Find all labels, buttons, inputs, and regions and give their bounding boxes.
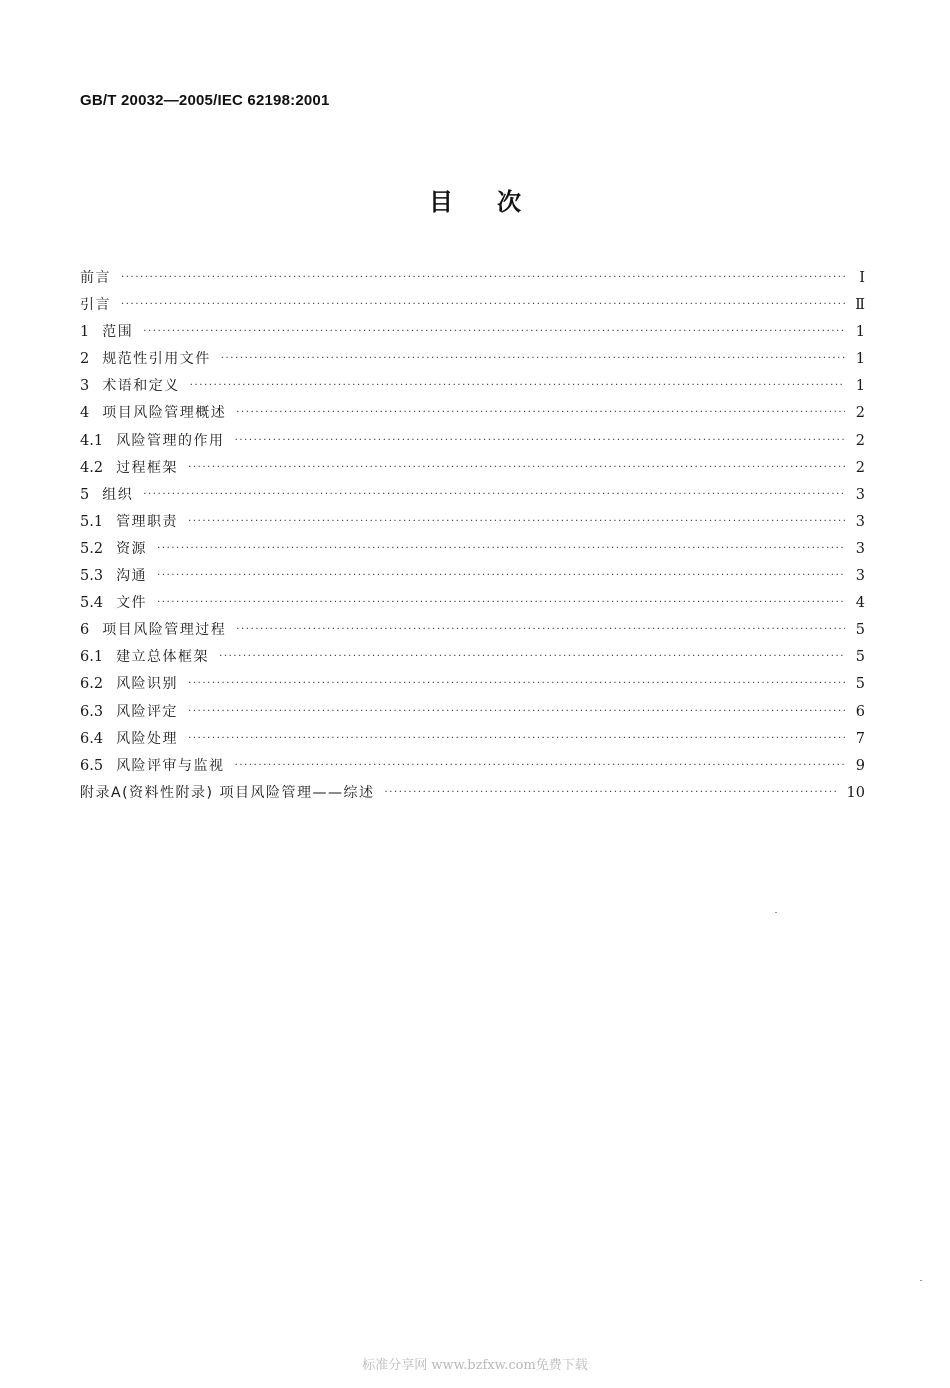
toc-entry[interactable] [80, 482, 865, 509]
toc-entry-title: 项目风险管理概述 [102, 405, 227, 422]
table-of-contents [80, 265, 865, 807]
toc-entry[interactable] [80, 753, 865, 780]
toc-entry-number: 1 [80, 324, 90, 341]
toc-entry[interactable] [80, 400, 865, 427]
toc-entry-title: 术语和定义 [102, 378, 180, 395]
toc-entry-page: 1 [855, 351, 865, 368]
toc-entry-page: 2 [855, 405, 865, 422]
toc-entry[interactable] [80, 292, 865, 319]
toc-entry-title: 附录A(资料性附录) 项目风险管理——综述 [80, 784, 375, 801]
toc-entry-title: 管理职责 [116, 513, 179, 530]
toc-entry[interactable] [80, 726, 865, 753]
toc-entry[interactable] [80, 428, 865, 455]
toc-leader-dots [236, 616, 845, 643]
toc-entry-number: 6.3 [80, 703, 104, 720]
scan-speck [920, 1280, 922, 1281]
toc-entry-page: 1 [855, 324, 865, 341]
toc-entry-page: 3 [855, 568, 865, 585]
toc-leader-dots [188, 508, 845, 535]
toc-entry-page: 3 [855, 486, 865, 503]
toc-entry[interactable] [80, 617, 865, 644]
toc-entry-title: 文件 [116, 595, 148, 612]
toc-leader-dots [188, 454, 845, 481]
toc-entry-page: 2 [855, 432, 865, 449]
toc-entry-page: 5 [855, 676, 865, 693]
toc-entry-page: 9 [855, 757, 865, 774]
toc-entry-title: 风险管理的作用 [116, 432, 225, 449]
toc-leader-dots [121, 264, 845, 291]
toc-entry[interactable] [80, 346, 865, 373]
toc-leader-dots [235, 752, 845, 779]
toc-leader-dots [219, 643, 845, 670]
toc-leader-dots [121, 291, 845, 318]
toc-entry[interactable] [80, 590, 865, 617]
toc-entry-title: 前言 [80, 270, 111, 286]
toc-entry-title: 风险识别 [116, 676, 179, 693]
toc-leader-dots [221, 345, 845, 372]
toc-entry[interactable] [80, 265, 865, 292]
toc-entry-page: 5 [855, 622, 865, 639]
toc-entry-number: 6 [80, 622, 90, 639]
toc-entry-title: 建立总体框架 [116, 649, 210, 666]
toc-entry-number: 5.3 [80, 568, 104, 585]
toc-entry[interactable] [80, 563, 865, 590]
toc-leader-dots [188, 698, 845, 725]
toc-entry-number: 3 [80, 378, 90, 395]
toc-entry-title: 过程框架 [116, 459, 179, 476]
toc-leader-dots [143, 481, 845, 508]
toc-entry-page: 1 [855, 378, 865, 395]
toc-entry-title: 风险评定 [116, 703, 179, 720]
toc-entry-page: 3 [855, 540, 865, 557]
watermark: 标准分享网 www.bzfxw.com免费下载 [362, 1358, 588, 1373]
toc-entry[interactable] [80, 373, 865, 400]
toc-entry-number: 4 [80, 405, 90, 422]
standard-code: GB/T 20032—2005/IEC 62198:2001 [80, 92, 330, 109]
toc-entry-page: 7 [855, 730, 865, 747]
toc-entry-page: 6 [855, 703, 865, 720]
toc-entry-title: 项目风险管理过程 [102, 622, 227, 639]
toc-entry-number: 6.5 [80, 757, 104, 774]
toc-entry-title: 风险评审与监视 [116, 757, 225, 774]
toc-entry-title: 组织 [102, 486, 134, 503]
toc-entry-page: 10 [846, 784, 865, 801]
toc-entry-title: 引言 [80, 297, 111, 314]
toc-entry-number: 5 [80, 486, 90, 503]
toc-entry[interactable] [80, 455, 865, 482]
toc-leader-dots [188, 725, 845, 752]
toc-entry-page: Ⅱ [855, 297, 865, 314]
toc-leader-dots [157, 589, 845, 616]
toc-leader-dots [188, 670, 845, 697]
toc-entry-number: 5.4 [80, 595, 104, 612]
toc-leader-dots [235, 427, 845, 454]
scan-speck [775, 912, 777, 913]
toc-entry-page: I [859, 270, 865, 286]
toc-entry-title: 风险处理 [116, 730, 179, 747]
toc-leader-dots [157, 535, 845, 562]
toc-entry-title: 范围 [102, 324, 134, 341]
toc-entry-number: 5.2 [80, 540, 104, 557]
toc-entry-number: 6.1 [80, 649, 104, 666]
toc-leader-dots [236, 399, 845, 426]
toc-entry[interactable] [80, 671, 865, 698]
toc-entry-title: 沟通 [116, 568, 148, 585]
toc-entry-page: 3 [855, 513, 865, 530]
toc-leader-dots [157, 562, 845, 589]
toc-entry-number: 4.1 [80, 432, 104, 449]
toc-entry[interactable] [80, 319, 865, 346]
toc-leader-dots [190, 372, 845, 399]
toc-entry[interactable] [80, 699, 865, 726]
toc-entry-number: 6.2 [80, 676, 104, 693]
toc-entry-page: 2 [855, 459, 865, 476]
toc-entry-number: 5.1 [80, 513, 104, 530]
toc-entry[interactable] [80, 780, 865, 807]
toc-entry[interactable] [80, 509, 865, 536]
toc-entry[interactable] [80, 536, 865, 563]
page-title: 目次 [429, 188, 565, 216]
toc-entry-title: 资源 [116, 540, 148, 557]
toc-entry-page: 5 [855, 649, 865, 666]
toc-leader-dots [384, 779, 836, 806]
toc-leader-dots [143, 318, 845, 345]
toc-entry[interactable] [80, 644, 865, 671]
toc-entry-number: 4.2 [80, 459, 104, 476]
toc-entry-number: 6.4 [80, 730, 104, 747]
toc-entry-page: 4 [855, 595, 865, 612]
toc-entry-title: 规范性引用文件 [102, 351, 211, 368]
toc-entry-number: 2 [80, 351, 90, 368]
